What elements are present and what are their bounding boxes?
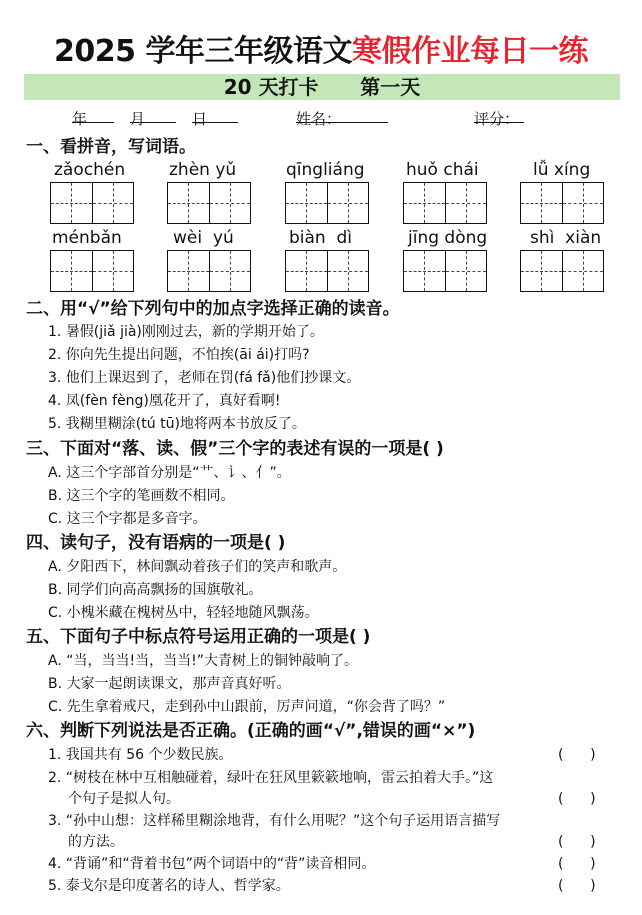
month-label: 月 (130, 110, 146, 128)
day-label: 日 (192, 110, 208, 128)
option-item: C. 小槐米藏在槐树丛中，轻轻地随风飘荡。 (48, 605, 319, 621)
writing-grid[interactable] (403, 182, 487, 224)
writing-grid[interactable] (50, 182, 134, 224)
title-red: 寒假作业每日一练 (351, 34, 588, 69)
writing-grid[interactable] (520, 250, 604, 292)
pinyin: lǚ xíng (533, 160, 591, 180)
writing-grid[interactable] (285, 182, 369, 224)
question-item: 1. 暑假(jiǎ jià)刚刚过去，新的学期开始了。 (48, 324, 324, 340)
writing-grid[interactable] (403, 250, 487, 292)
option-item: A. 这三个字部首分别是“艹、讠、亻”。 (48, 465, 291, 481)
option-item: B. 这三个字的笔画数不相同。 (48, 488, 235, 504)
question-item: 3. 他们上课迟到了，老师在罚(fá fǎ)他们抄课文。 (48, 370, 361, 386)
section-2-title: 二、用“√”给下列句中的加点字选择正确的读音。 (26, 299, 400, 319)
writing-grid[interactable] (285, 250, 369, 292)
section-1-title: 一、看拼音，写词语。 (26, 137, 196, 157)
section-4-title: 四、读句子，没有语病的一项是( ) (26, 533, 286, 553)
option-item: C. 这三个字都是多音字。 (48, 511, 207, 527)
option-item: B. 同学们向高高飘扬的国旗敬礼。 (48, 582, 263, 598)
writing-grid[interactable] (167, 250, 251, 292)
judge-item: 4. “背诵”和“背着书包”两个词语中的“背”读音相同。 (48, 856, 376, 872)
answer-paren[interactable]: ( ) (558, 878, 596, 894)
judge-item: 3. “孙中山想：这样稀里糊涂地背，有什么用呢？”这个句子运用语言描写 (48, 813, 501, 829)
pinyin: huǒ chái (406, 160, 479, 180)
pinyin: zhèn yǔ (169, 160, 237, 180)
pinyin: shì xiàn (530, 228, 602, 248)
pinyin: zǎochén (54, 160, 126, 180)
judge-item-continued: 的方法。 (68, 834, 124, 850)
name-label: 姓名： (296, 110, 342, 128)
title-black: 2025 学年三年级语文 (54, 34, 352, 69)
option-item: B. 大家一起朗读课文，那声音真好听。 (48, 676, 291, 692)
pinyin: biàn dì (289, 228, 353, 248)
score-label: 评分： (474, 110, 520, 128)
section-5-title: 五、下面句子中标点符号运用正确的一项是( ) (26, 627, 371, 647)
question-item: 4. 凤(fèn fèng)凰花开了，真好看啊! (48, 393, 281, 409)
pinyin: wèi yú (173, 228, 234, 248)
judge-item: 1. 我国共有 56 个少数民族。 (48, 747, 233, 763)
judge-item: 2. “树枝在林中互相触碰着，绿叶在狂风里簌簌地响，雷云拍着大手。”这 (48, 770, 494, 786)
pinyin: jīng dòng (408, 228, 488, 248)
pinyin: qīngliáng (286, 160, 365, 180)
option-item: A. “当，当当!当，当当!”大青树上的铜钟敲响了。 (48, 653, 358, 669)
writing-grid[interactable] (167, 182, 251, 224)
answer-paren[interactable]: ( ) (558, 856, 596, 872)
section-3-title: 三、下面对“落、读、假”三个字的表述有误的一项是( ) (26, 439, 444, 459)
writing-grid[interactable] (520, 182, 604, 224)
year-label: 年 (72, 110, 88, 128)
writing-grid[interactable] (50, 250, 134, 292)
judge-item: 5. 泰戈尔是印度著名的诗人、哲学家。 (48, 878, 290, 894)
question-item: 5. 我糊里糊涂(tú tū)地将两本书放反了。 (48, 416, 306, 432)
judge-item-continued: 个句子是拟人句。 (68, 791, 180, 807)
band-left: 20 天打卡 (223, 75, 319, 99)
option-item: A. 夕阳西下，林间飘动着孩子们的笑声和歌声。 (48, 559, 347, 575)
answer-paren[interactable]: ( ) (558, 834, 596, 850)
answer-paren[interactable]: ( ) (558, 791, 596, 807)
day-band (24, 74, 620, 100)
answer-paren[interactable]: ( ) (558, 747, 596, 763)
pinyin: ménbǎn (52, 228, 122, 248)
option-item: C. 先生拿着戒尺，走到孙中山跟前，厉声问道，“你会背了吗？” (48, 699, 446, 715)
band-right: 第一天 (360, 75, 421, 99)
question-item: 2. 你向先生提出问题，不怕挨(āi ái)打吗? (48, 347, 310, 363)
page-title (0, 34, 642, 70)
section-6-title: 六、判断下列说法是否正确。(正确的画“√”,错误的画“×”) (26, 721, 476, 741)
